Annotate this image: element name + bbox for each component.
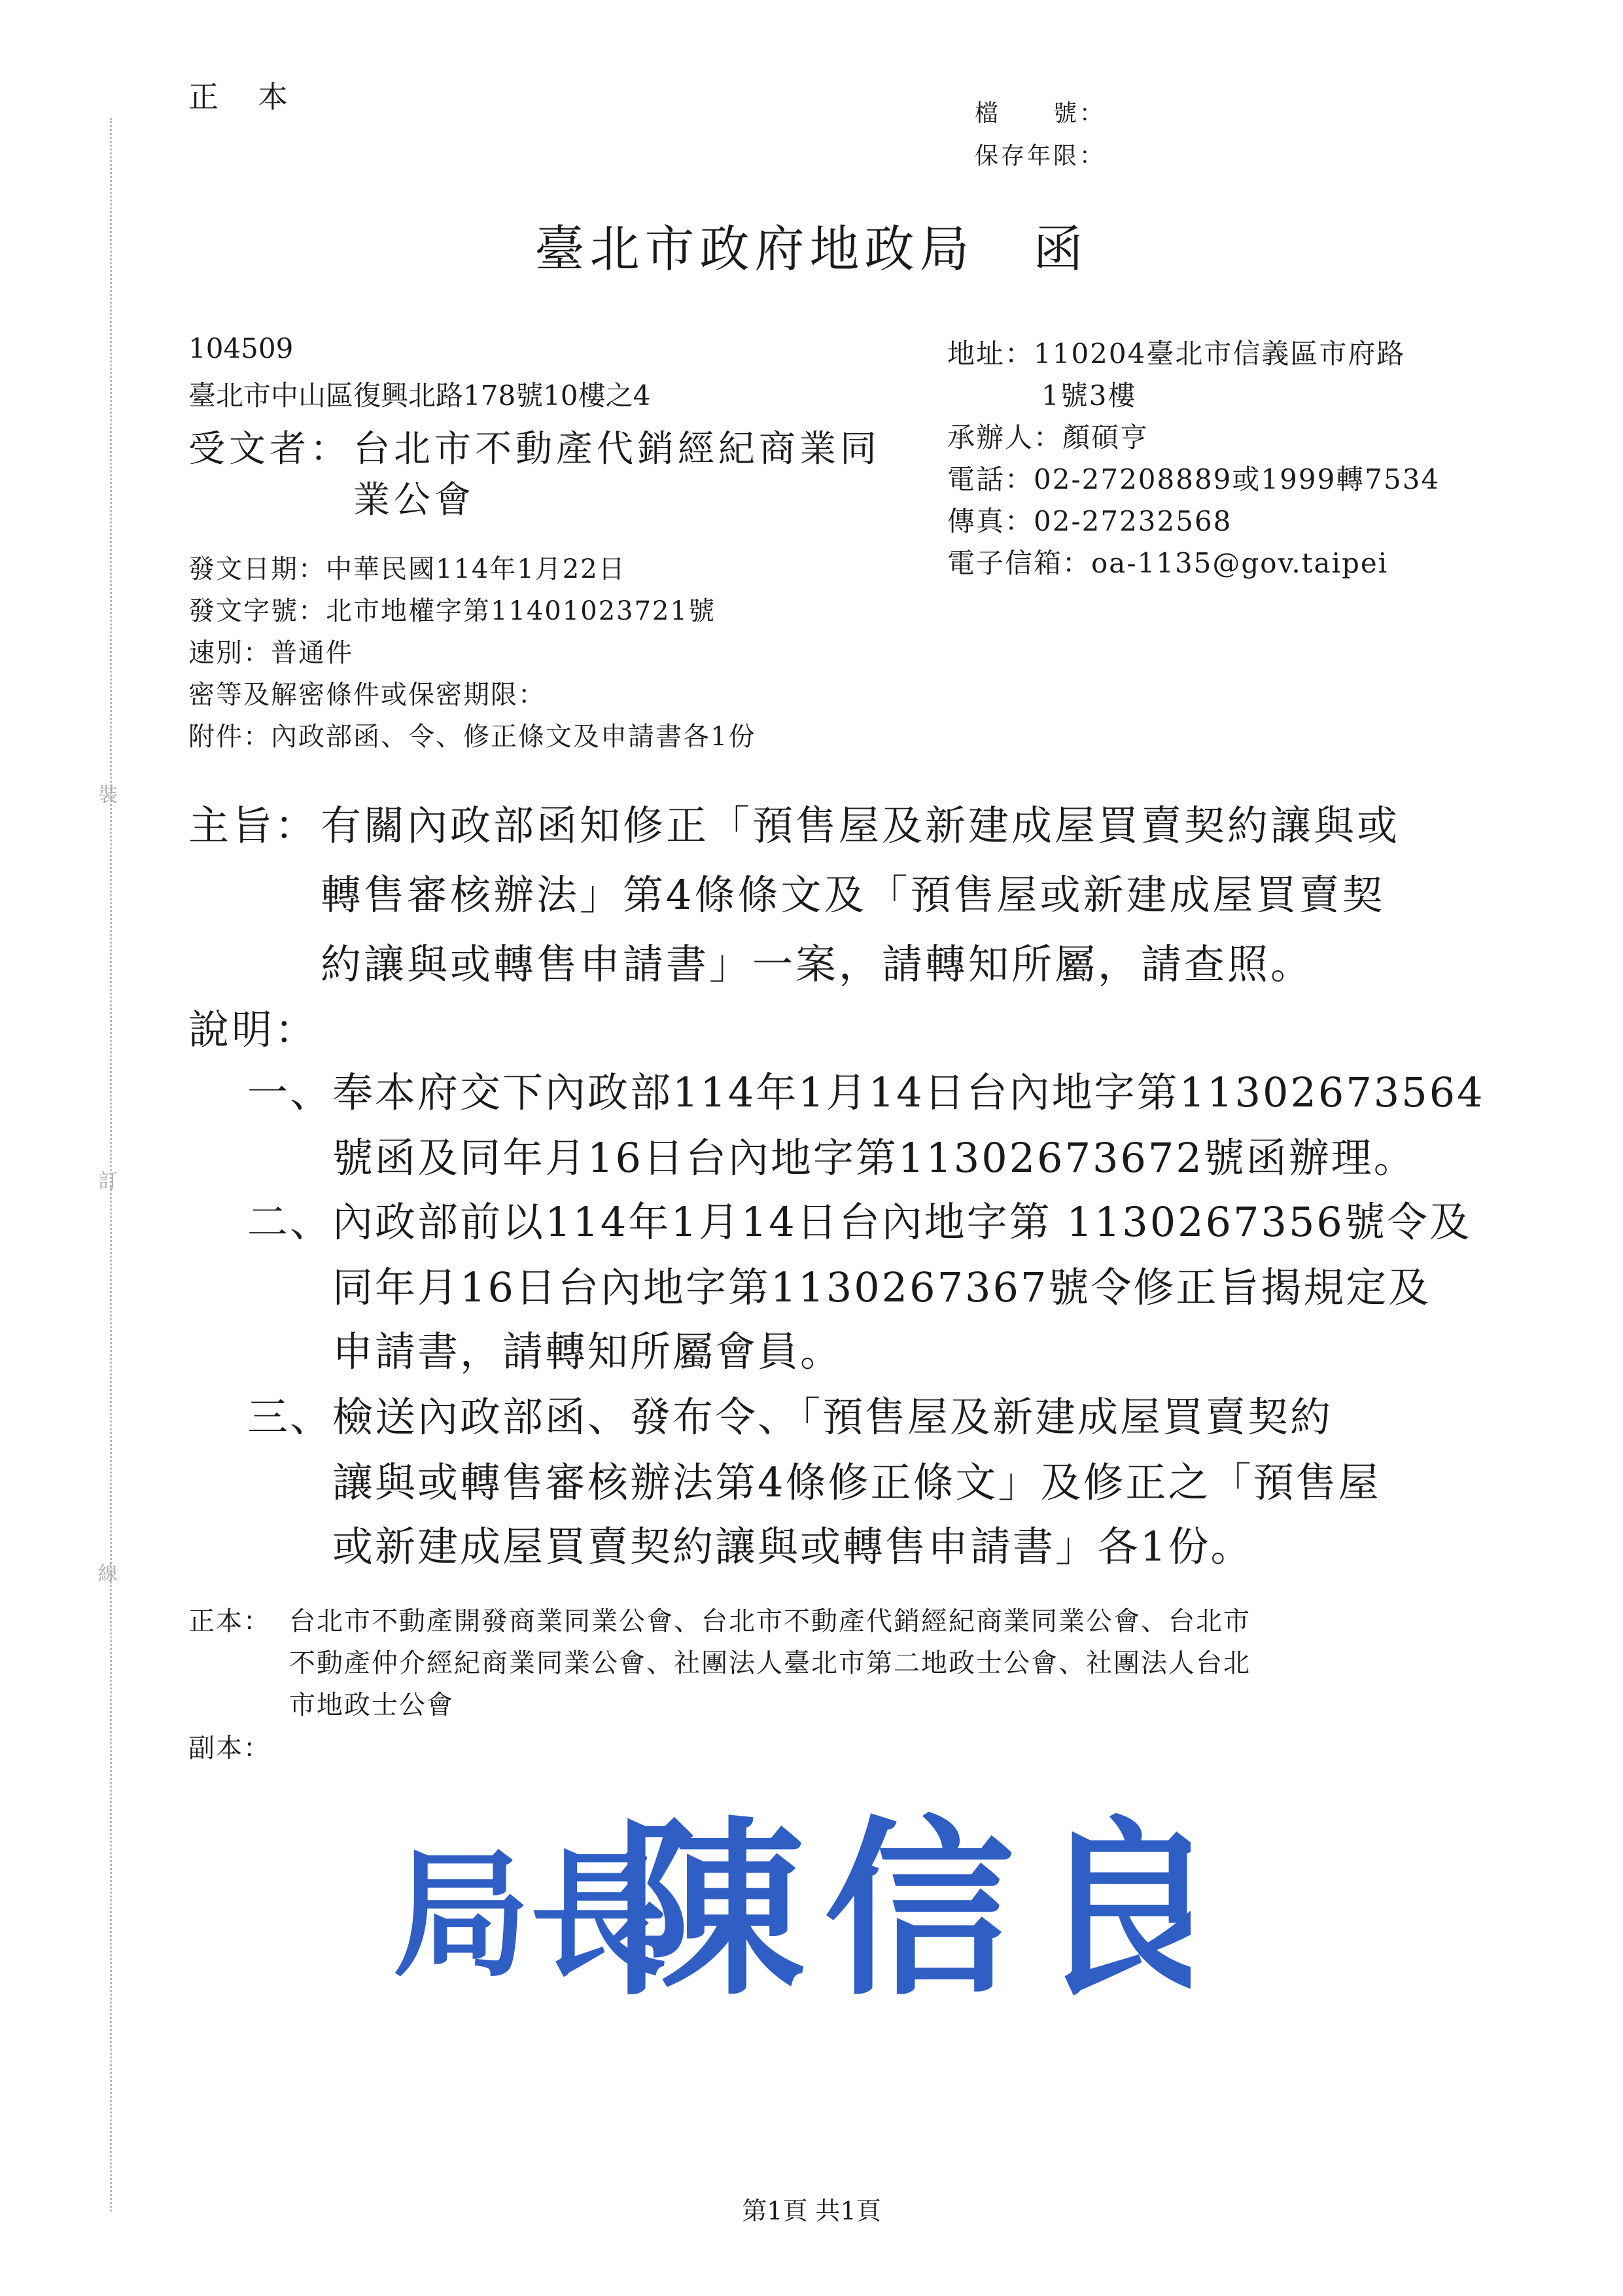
explanation-item-line: 讓與或轉售審核辦法第4條修正條文」及修正之「預售屋 bbox=[332, 1458, 1381, 1506]
title-organization: 臺北市政府地政局 bbox=[534, 220, 975, 278]
subject-line: 有關內政部函知修正「預售屋及新建成屋買賣契約讓與或 bbox=[321, 802, 1401, 849]
main-recipients-line: 不動產仲介經紀商業同業公會、社團法人臺北市第二地政士公會、社團法人台北 bbox=[289, 1648, 1251, 1678]
phone: 電話：02-27208889或1999轉7534 bbox=[947, 463, 1440, 495]
document-title bbox=[0, 209, 1623, 281]
recipient-address: 臺北市中山區復興北路178號10樓之4 bbox=[188, 380, 651, 412]
title-document-kind: 函 bbox=[1033, 220, 1089, 278]
explanation-item-number: 二、 bbox=[247, 1198, 333, 1246]
explanation-item-number: 三、 bbox=[247, 1393, 333, 1441]
file-number-label: 檔 號： bbox=[975, 100, 1106, 127]
explanation-item-line: 奉本府交下內政部114年1月14日台內地字第11302673564 bbox=[332, 1069, 1485, 1116]
explanation-item-number: 一、 bbox=[247, 1069, 333, 1116]
email: 電子信箱：oa-1135@gov.taipei bbox=[947, 547, 1389, 579]
subject-label: 主旨： bbox=[188, 802, 319, 849]
subject-line: 轉售審核辦法」第4條條文及「預售屋或新建成屋買賣契 bbox=[321, 871, 1386, 919]
explanation-item-line: 號函及同年月16日台內地字第11302673672號函辦理。 bbox=[332, 1134, 1416, 1182]
director-signature-seal bbox=[379, 1780, 1191, 2015]
subject-line: 約讓與或轉售申請書」一案，請轉知所屬，請查照。 bbox=[321, 940, 1314, 988]
handler: 承辦人：顏碩亨 bbox=[947, 421, 1149, 453]
explanation-label: 說明： bbox=[188, 1006, 319, 1053]
recipient-name-line: 業公會 bbox=[353, 479, 475, 521]
recipient-postal-code: 104509 bbox=[188, 332, 294, 364]
binding-mark: 裝 bbox=[98, 784, 118, 807]
main-recipients-line: 台北市不動產開發商業同業公會、台北市不動產代銷經紀商業同業公會、台北市 bbox=[289, 1606, 1251, 1636]
explanation-item-line: 同年月16日台內地字第1130267367號令修正旨揭規定及 bbox=[332, 1263, 1431, 1311]
explanation-item-line: 檢送內政部函、發布令、「預售屋及新建成屋買賣契約 bbox=[332, 1393, 1333, 1441]
document-number: 發文字號：北市地權字第11401023721號 bbox=[188, 596, 716, 626]
retention-label: 保存年限： bbox=[975, 143, 1106, 169]
issue-date: 發文日期：中華民國114年1月22日 bbox=[188, 554, 626, 584]
binding-mark: 訂 bbox=[98, 1170, 118, 1193]
attachments: 附件：內政部函、令、修正條文及申請書各1份 bbox=[188, 722, 756, 752]
secrecy-level: 密等及解密條件或保密期限： bbox=[188, 680, 546, 710]
copy-recipients-label: 副本： bbox=[188, 1733, 271, 1763]
fax: 傳真：02-27232568 bbox=[947, 505, 1232, 537]
main-recipients-label: 正本： bbox=[188, 1606, 271, 1636]
copy-type-mark: 正本 bbox=[188, 79, 327, 115]
main-recipients-line: 市地政士公會 bbox=[289, 1690, 454, 1720]
recipient-name-line: 台北市不動產代銷經紀商業同 bbox=[353, 428, 881, 470]
recipient-label: 受文者： bbox=[188, 428, 351, 470]
binding-mark: 線 bbox=[98, 1563, 118, 1585]
seal-title-glyphs: 局長 bbox=[393, 1834, 668, 1996]
page-number: 第1頁 共1頁 bbox=[742, 2197, 881, 2225]
explanation-item-line: 內政部前以114年1月14日台內地字第 1130267356號令及 bbox=[332, 1198, 1472, 1246]
sender-address-line: 1號3樓 bbox=[1041, 380, 1137, 412]
explanation-item-line: 或新建成屋買賣契約讓與或轉售申請書」各1份。 bbox=[332, 1523, 1253, 1570]
seal-name-glyphs: 陳信良 bbox=[615, 1799, 1191, 2015]
explanation-item-line: 申請書，請轉知所屬會員。 bbox=[332, 1328, 843, 1375]
sender-address-line: 地址：110204臺北市信義區市府路 bbox=[947, 338, 1406, 370]
delivery-speed: 速別：普通件 bbox=[188, 638, 353, 668]
